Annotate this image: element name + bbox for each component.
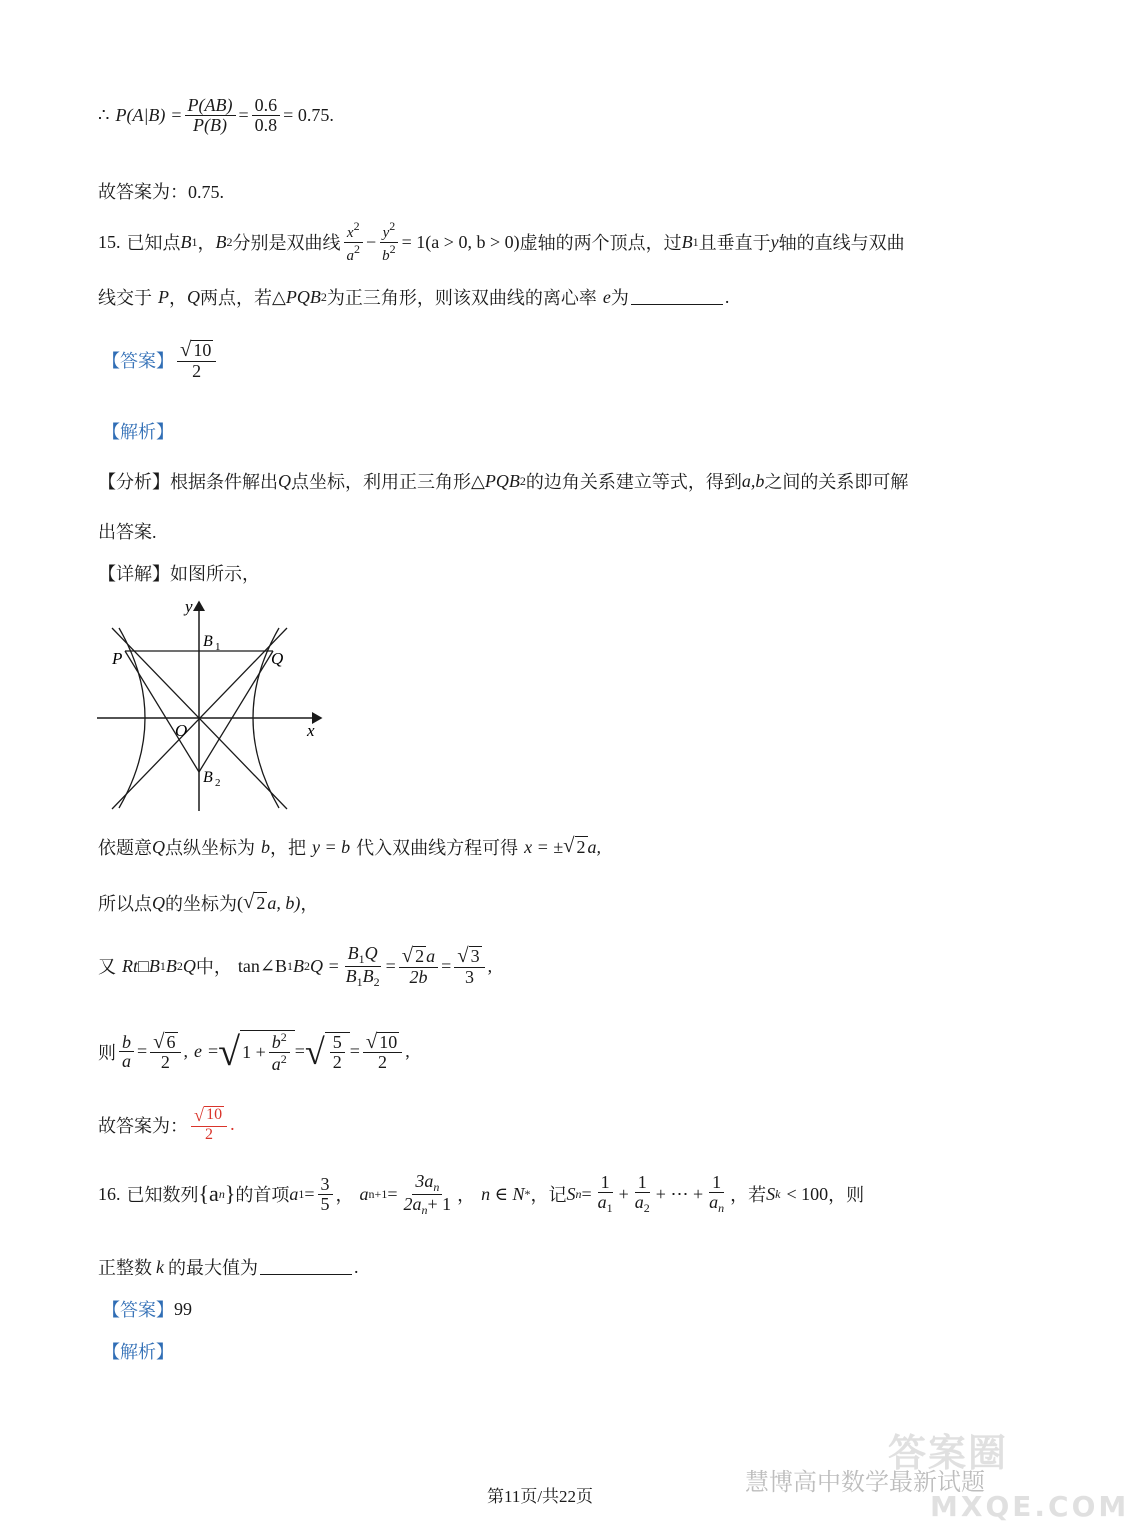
hyperbola-figure bbox=[97, 596, 333, 816]
step-4: 则 $\frac{b}{a}$ = √ 6 2 , e = √ 1 + $\frac{b^2}{a^2}$ = √ $\frac{5}{2}$ = √ 10 2 , bbox=[98, 1028, 410, 1074]
fenxi-line-2: 出答案. bbox=[98, 522, 157, 542]
fraction: $\frac{B_1Q}{B_1B_2}$ bbox=[345, 943, 380, 989]
fenxi-line-1: 【分析】 根据条件解出 Q 点坐标，利用正三角形 △PQB 2 的边角关系建立等式，得到 a,b 之间的关系即可解 bbox=[98, 470, 909, 492]
fraction: $\frac{b}{a}$ bbox=[119, 1033, 134, 1072]
fraction: √ 10 2 bbox=[191, 1106, 227, 1144]
b2-sub: 2 bbox=[215, 777, 221, 789]
problem-15-line-2: 线交于 P ， Q 两点，若 △PQB 2 为正三角形，则该双曲线的离心率 e 为 . bbox=[98, 286, 730, 308]
watermark-logo: 答案圈 bbox=[888, 1431, 1009, 1475]
answer-blank bbox=[631, 290, 723, 305]
fraction: √ 10 2 bbox=[363, 1032, 402, 1073]
answer-tag: 【答案】 bbox=[102, 351, 174, 372]
answer-15 bbox=[102, 340, 219, 381]
segment-p-b2 bbox=[125, 651, 199, 772]
page-footer: 第11页/共22页 bbox=[486, 1487, 594, 1506]
answer-line-14: 故答案为：0.75. bbox=[98, 182, 224, 202]
b2-label: B bbox=[203, 769, 213, 786]
watermark-site: MXQE.COM bbox=[930, 1490, 1129, 1523]
fraction: $\frac{1}{a_n}$ bbox=[709, 1172, 725, 1216]
b1-label: B bbox=[203, 633, 213, 650]
conclusion-line: ∴ P(A|B) = $\frac{P(AB)}{P(B)}$ = $\frac{0.6}{0.8}$ = 0.75 . bbox=[98, 95, 334, 135]
fraction: √ 2 a 2b bbox=[399, 946, 438, 987]
answer-16: 【答案】 99 bbox=[102, 1296, 192, 1322]
step-3: 又 Rt □ B 1 B 2 Q 中， tan∠B 1 B 2 Q = $\frac{B_1Q}{B_1B_2}$ = √ 2 a 2b = √ 3 3 , bbox=[98, 943, 493, 989]
fraction: $\frac{5}{2}$ bbox=[330, 1033, 345, 1072]
answer-line-15: 故答案为： √ 10 2 . bbox=[98, 1105, 235, 1143]
fraction: $\frac{1}{a_2}$ bbox=[634, 1172, 650, 1216]
analysis-tag-2: 【解析】 bbox=[102, 1342, 174, 1362]
p-label: P bbox=[112, 649, 123, 668]
step-1: 依题意 Q 点纵坐标为 b ，把 y = b 代入双曲线方程可得 x = ± √ 2 a, bbox=[98, 835, 602, 858]
fraction: $\frac{3}{5}$ bbox=[318, 1175, 333, 1214]
fraction: $\frac{y^2}{b^2}$ bbox=[379, 220, 399, 265]
fraction: $\frac{b^2}{a^2}$ bbox=[269, 1031, 290, 1074]
q-label: Q bbox=[271, 649, 284, 668]
problem-16-line-2: 正整数 k 的最大值为 . bbox=[98, 1256, 359, 1278]
fraction: √ 10 2 bbox=[177, 340, 216, 381]
origin-label: O bbox=[175, 721, 188, 740]
x-label: x bbox=[307, 721, 315, 740]
analysis-tag: 【解析】 bbox=[102, 422, 174, 442]
segment-q-b2 bbox=[199, 651, 273, 772]
fraction: √ 6 2 bbox=[150, 1032, 180, 1073]
fraction: $\frac{0.6}{0.8}$ bbox=[252, 96, 281, 135]
problem-16-line-1: 16. 已知数列 {a n } 的首项 a 1 = $\frac{3}{5}$ ， a n+1 = $\frac{3a_n}{2a_n+ 1}$ ， n ∈ N * ，记 S n = $\frac{1}{a_1}$ + $\frac{1}{a_2}$ + ⋯ + $\frac{1}{a_n}$ ，若 S k < 100 ，则 bbox=[98, 1171, 865, 1217]
step-2: 所以点 Q 的坐标为 ( √ 2 a, b) ， bbox=[98, 891, 319, 914]
fraction: $\frac{x^2}{a^2}$ bbox=[344, 220, 364, 265]
xiangjie-line: 【详解】 如图所示， bbox=[98, 564, 260, 584]
y-label: y bbox=[185, 597, 193, 616]
problem-15-line-1: 15. 已知点 B 1 ， B 2 分别是双曲线 $\frac{x^2}{a^2}$ − $\frac{y^2}{b^2}$ = 1(a > 0, b > 0) 虚轴的两个顶点，过 B 1 且垂直于 y 轴的直线与双曲 bbox=[98, 219, 905, 264]
answer-tag: 【答案】 bbox=[102, 1300, 174, 1320]
b1-sub: 1 bbox=[215, 641, 221, 653]
fraction: $\frac{3a_n}{2a_n+ 1}$ bbox=[403, 1171, 452, 1217]
watermark: 慧博高中数学最新试题 bbox=[745, 1468, 985, 1496]
answer-blank bbox=[260, 1260, 352, 1275]
fraction: $\frac{1}{a_1}$ bbox=[597, 1172, 613, 1216]
fraction: $\frac{P(AB)}{P(B)}$ bbox=[185, 96, 236, 135]
fraction: √ 3 3 bbox=[454, 946, 484, 987]
